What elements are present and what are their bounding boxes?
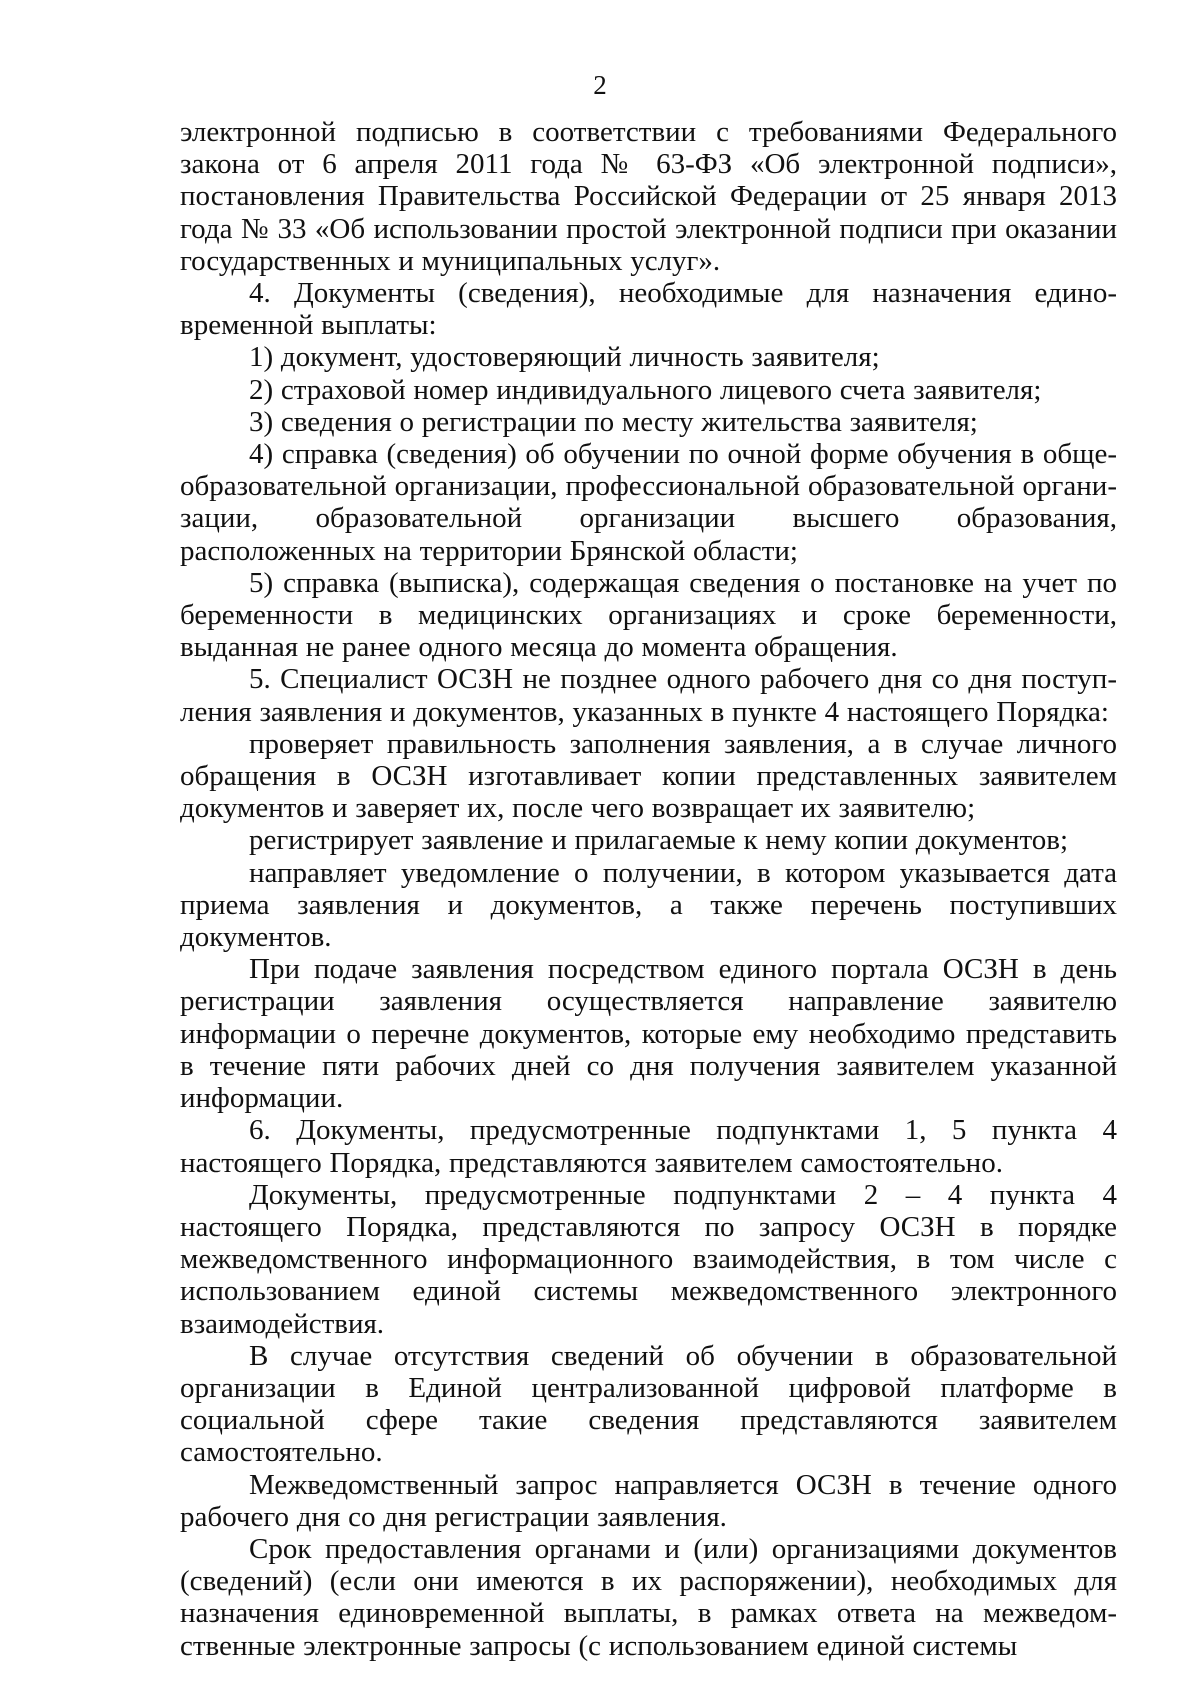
document-body xyxy=(180,116,1117,1662)
list-item: 1) документ, удостоверяющий личность заявителя; xyxy=(249,341,880,374)
list-item: 3) сведения о регистрации по месту жительства заявителя; xyxy=(249,405,978,438)
paragraph: 5. Специалист ОСЗН не позднее одного рабочего дня со дня поступления заявления и документов, указанных в пункте 4 настоящего Порядка: xyxy=(180,663,1117,728)
list-item: 2) страховой номер индивидуального лицевого счета заявителя; xyxy=(249,373,1042,406)
paragraph: Межведомственный запрос направляется ОСЗН в течение одного рабочего дня со дня регистрации заявления. xyxy=(180,1468,1117,1533)
list-item: 4) справка (сведения) об обучении по очной форме обучения в общеобразовательной организации, профессиональной образовательной организации, образовательной организации высшего образования, расположенных на территории Брянской области; xyxy=(180,438,1117,567)
paragraph: При подаче заявления посредством единого портала ОСЗН в день регистрации заявления осуществляется направление заявителю информации о перечне документов, которые ему необходимо представить в течение пяти рабочих дней со дня получения заявителем указанной информации. xyxy=(180,953,1117,1115)
paragraph: Документы, предусмотренные подпунктами 2 – 4 пункта 4 настоящего Порядка, представляются по запросу ОСЗН в порядке межведомственного информационного взаимодействия, в том числе с использованием единой системы межведомственного электронного взаимодействия. xyxy=(180,1178,1117,1340)
paragraph: проверяет правильность заполнения заявления, а в случае личного обращения в ОСЗН изготавливает копии представленных заявителем документов и заверяет их, после чего возвращает их заявителю; xyxy=(180,727,1117,825)
list-item: 5) справка (выписка), содержащая сведения о постановке на учет по беременности в медицинских организациях и сроке беременности, выданная не ранее одного месяца до момента обращения. xyxy=(180,566,1117,664)
paragraph: 4. Документы (сведения), необходимые для назначения единовременной выплаты: xyxy=(180,277,1117,342)
paragraph: регистрирует заявление и прилагаемые к нему копии документов; xyxy=(249,824,1069,857)
paragraph: Срок предоставления органами и (или) организациями документов (сведений) (если они имеются в их распоряжении), необходимых для назначения единовременной выплаты, в рамках ответа на межведомственные электронные запросы (с использованием единой системы xyxy=(180,1532,1117,1662)
paragraph: 6. Документы, предусмотренные подпунктами 1, 5 пункта 4 настоящего Порядка, представляются заявителем самостоятельно. xyxy=(180,1114,1117,1179)
paragraph: направляет уведомление о получении, в котором указывается дата приема заявления и документов, а также перечень поступивших документов. xyxy=(180,856,1117,954)
paragraph: электронной подписью в соответствии с требованиями Федерального закона от 6 апреля 2011 года № 63-ФЗ «Об электронной подписи», постановления Правительства Российской Федерации от 25 января 2013 года № 33 «Об использовании простой электронной подписи при оказании государственных и муниципальных услуг». xyxy=(180,116,1117,277)
paragraph: В случае отсутствия сведений об обучении в образовательной организации в Единой централизованной цифровой платформе в социальной сфере такие сведения представляются заявителем самостоятельно. xyxy=(180,1339,1117,1469)
page-number: 2 xyxy=(593,70,607,100)
